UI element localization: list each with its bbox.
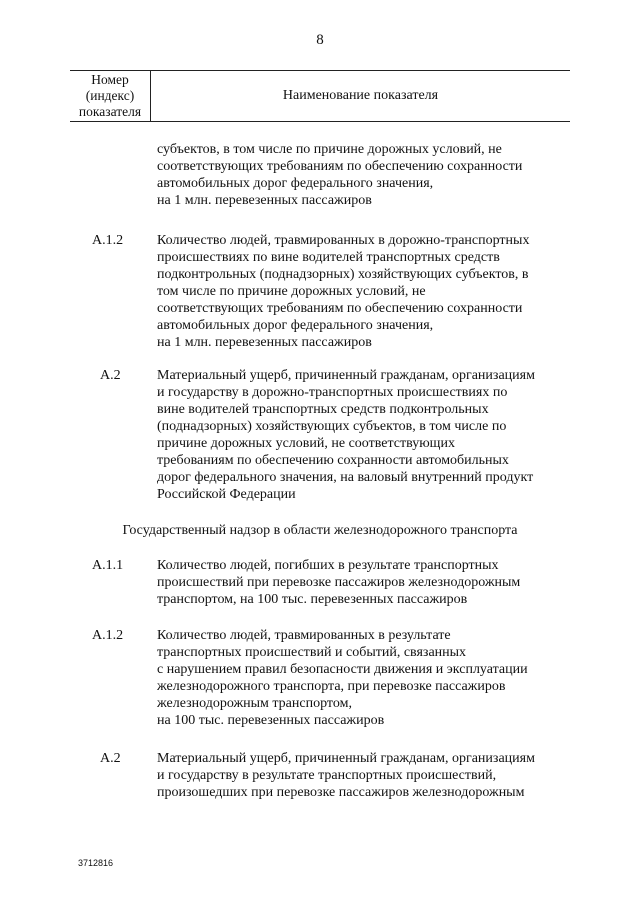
text-line: произошедших при перевозке пассажиров железнодорожным — [157, 785, 525, 800]
indicator-index: А.2 — [100, 368, 121, 383]
text-line: субъектов, в том числе по причине дорожных условий, не — [157, 142, 502, 157]
text-line: автомобильных дорог федерального значения, — [157, 318, 434, 333]
text-line: Материальный ущерб, причиненный гражданам, организациям — [157, 751, 535, 766]
text-line: и государству в результате транспортных происшествий, — [157, 768, 497, 783]
header-index-line: (индекс) — [85, 88, 135, 103]
indicator-index: А.1.2 — [92, 628, 124, 643]
text-line: соответствующих требованиям по обеспечению сохранности — [157, 301, 523, 316]
header-index-column — [70, 71, 151, 122]
table-header — [70, 70, 570, 122]
text-line: Количество людей, травмированных в дорожно-транспортных — [157, 233, 530, 248]
text-line: с нарушением правил безопасности движения и эксплуатации — [157, 662, 528, 677]
section-title: Государственный надзор в области железнодорожного транспорта — [122, 523, 518, 538]
page-number: 8 — [316, 32, 324, 48]
text-line: автомобильных дорог федерального значения, — [157, 176, 434, 191]
text-line: происшествиях по вине водителей транспортных средств — [157, 250, 500, 265]
text-line: подконтрольных (поднадзорных) хозяйствующих субъектов, в — [157, 267, 529, 282]
indicator-index: А.1.2 — [92, 233, 124, 248]
text-line: на 100 тыс. перевезенных пассажиров — [157, 713, 385, 728]
indicator-text — [157, 557, 567, 608]
text-line: происшествий при перевозке пассажиров железнодорожным — [157, 575, 521, 590]
indicator-text — [157, 750, 567, 801]
text-line: и государству в дорожно-транспортных происшествиях по — [157, 385, 508, 400]
text-line: том числе по причине дорожных условий, не — [157, 284, 426, 299]
text-line: на 1 млн. перевезенных пассажиров — [157, 193, 372, 208]
header-index-line: Номер — [91, 72, 129, 87]
text-line: причине дорожных условий, не соответствующих — [157, 436, 455, 451]
indicator-index: А.1.1 — [92, 558, 124, 573]
document-code: 3712816 — [78, 858, 114, 868]
text-line: Количество людей, травмированных в результате — [157, 628, 451, 643]
text-line: вине водителей транспортных средств подконтрольных — [157, 402, 489, 417]
header-name-column: Наименование показателя — [282, 88, 439, 103]
text-line: соответствующих требованиям по обеспечению сохранности — [157, 159, 523, 174]
indicator-index: А.2 — [100, 751, 121, 766]
text-line: Российской Федерации — [157, 487, 296, 502]
text-line: дорог федерального значения, на валовый внутренний продукт — [157, 470, 534, 485]
text-line: Количество людей, погибших в результате транспортных — [157, 558, 499, 573]
text-line: Материальный ущерб, причиненный гражданам, организациям — [157, 368, 535, 383]
text-line: транспортом, на 100 тыс. перевезенных пассажиров — [157, 592, 468, 607]
indicator-text — [157, 367, 567, 503]
indicator-text — [157, 232, 567, 351]
text-line: на 1 млн. перевезенных пассажиров — [157, 335, 372, 350]
text-line: требованиям по обеспечению сохранности автомобильных — [157, 453, 509, 468]
indicator-text — [157, 627, 567, 729]
text-line: транспортных происшествий и событий, связанных — [157, 645, 467, 660]
indicator-text — [157, 141, 567, 209]
header-index-line: показателя — [78, 104, 142, 119]
text-line: (поднадзорных) хозяйствующих субъектов, в том числе по — [157, 419, 507, 434]
text-line: железнодорожным транспортом, — [157, 696, 352, 711]
text-line: железнодорожного транспорта, при перевозке пассажиров — [157, 679, 506, 694]
